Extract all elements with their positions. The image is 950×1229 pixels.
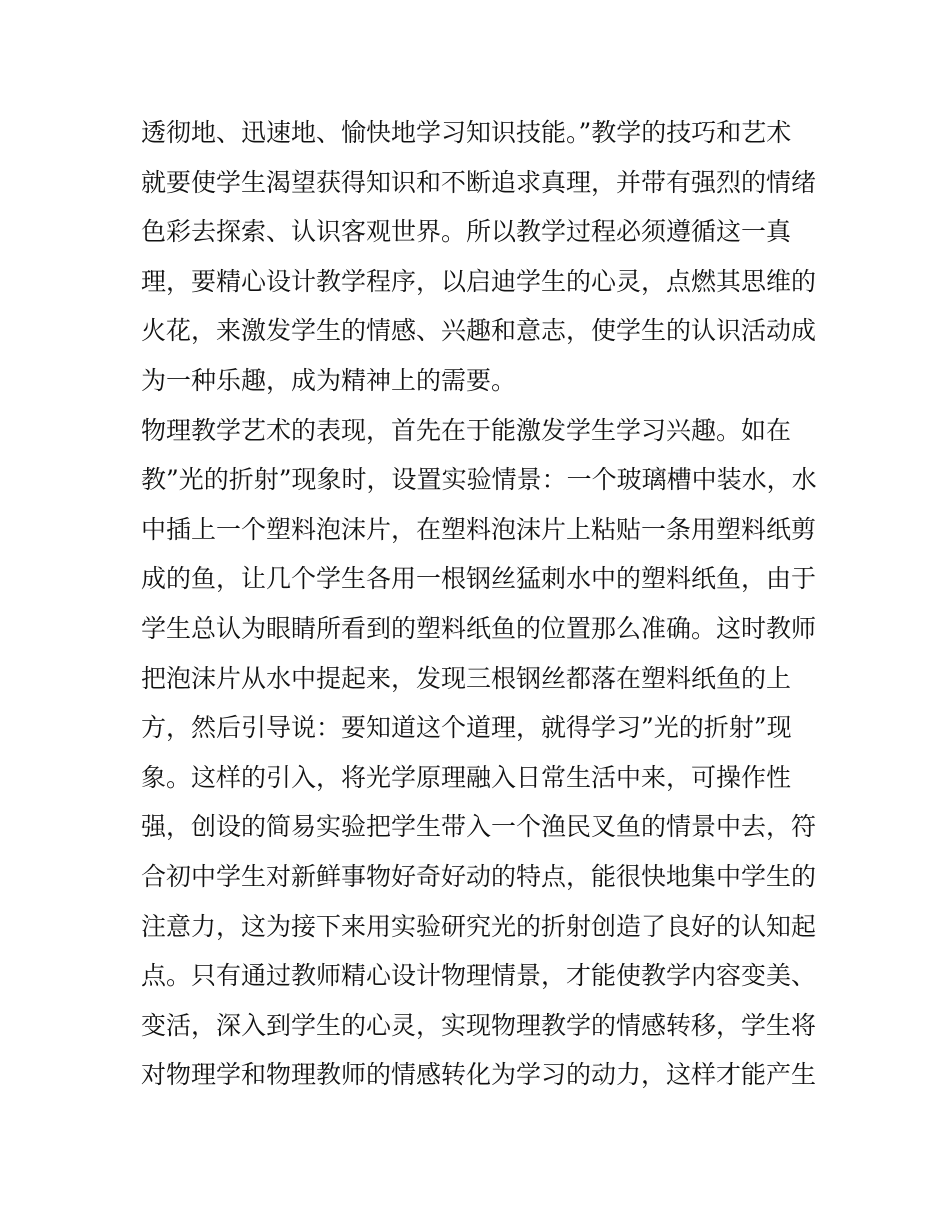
text-line: 为一种乐趣，成为精神上的需要。 [141, 365, 517, 395]
text-line: 变活，深入到学生的心灵，实现物理教学的情感转移，学生将 [141, 1010, 817, 1040]
text-line: 透彻地、迅速地、愉快地学习知识技能。”教学的技巧和艺术 [141, 118, 792, 147]
text-line: 象。这样的引入，将光学原理融入日常生活中来，可操作性 [141, 762, 792, 792]
text-line: 对物理学和物理教师的情感转化为学习的动力，这样才能产生 [141, 1060, 817, 1090]
text-line: 点。只有通过教师精心设计物理情景，才能使教学内容变美、 [141, 961, 817, 991]
text-line: 成的鱼，让几个学生各用一根钢丝猛刺水中的塑料纸鱼，由于 [141, 564, 817, 594]
text-line: 火花，来激发学生的情感、兴趣和意志，使学生的认识活动成 [141, 316, 817, 346]
text-line: 理，要精心设计教学程序，以启迪学生的心灵，点燃其思维的 [141, 266, 817, 296]
text-line: 把泡沫片从水中提起来，发现三根钢丝都落在塑料纸鱼的上 [141, 663, 792, 693]
text-line: 学生总认为眼睛所看到的塑料纸鱼的位置那么准确。这时教师 [141, 613, 817, 643]
text-line: 色彩去探索、认识客观世界。所以教学过程必须遵循这一真 [141, 217, 792, 247]
text-line: 注意力，这为接下来用实验研究光的折射创造了良好的认知起 [141, 911, 817, 941]
text-line: 教”光的折射”现象时，设置实验情景：一个玻璃槽中装水，水 [141, 465, 817, 495]
text-line: 方，然后引导说：要知道这个道理，就得学习”光的折射”现 [141, 713, 792, 743]
text-line: 强，创设的简易实验把学生带入一个渔民叉鱼的情景中去，符 [141, 812, 817, 842]
text-line: 中插上一个塑料泡沫片，在塑料泡沫片上粘贴一条用塑料纸剪 [141, 514, 817, 544]
text-line: 合初中学生对新鲜事物好奇好动的特点，能很快地集中学生的 [141, 861, 817, 891]
text-line: 物理教学艺术的表现，首先在于能激发学生学习兴趣。如在 [141, 415, 792, 445]
text-line: 就要使学生渴望获得知识和不断追求真理，并带有强烈的情绪 [141, 167, 817, 197]
body-text [141, 108, 821, 1100]
